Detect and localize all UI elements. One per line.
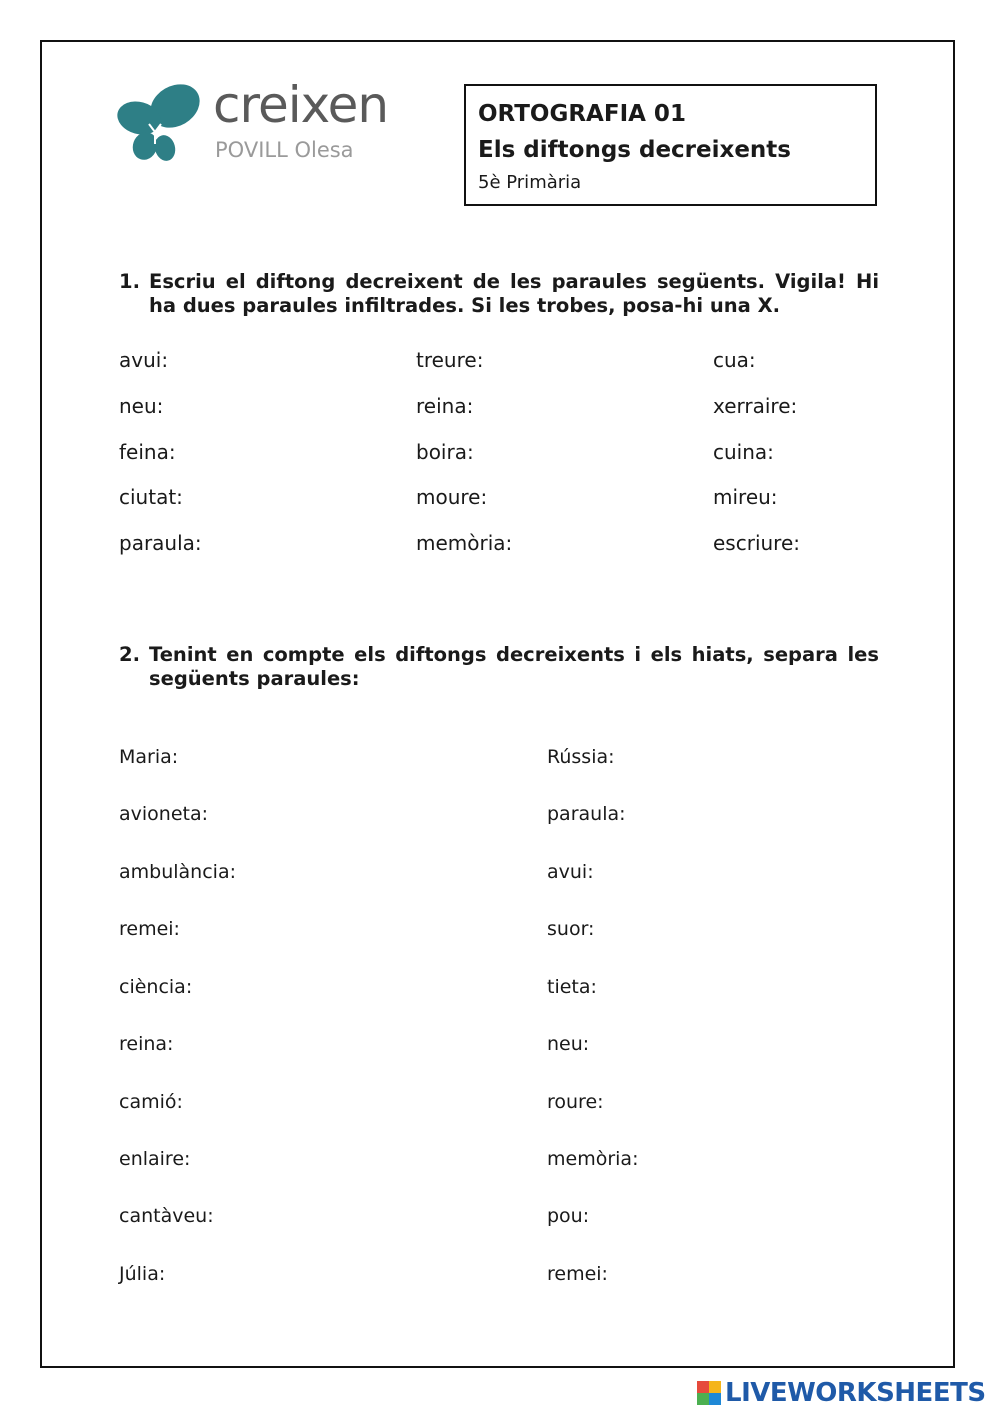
school-logo [115, 76, 405, 164]
ex2-word: cantàveu: [119, 1205, 214, 1227]
ex2-word: pou: [547, 1205, 590, 1227]
liveworksheets-watermark [697, 1378, 986, 1408]
ex1-word: neu: [119, 394, 164, 418]
exercise1-number: 1. [119, 270, 140, 293]
ex2-word: reina: [119, 1033, 174, 1055]
ex2-word: paraula: [547, 803, 626, 825]
ex2-word: neu: [547, 1033, 590, 1055]
logo-subtitle: POVILL Olesa [215, 138, 354, 162]
ex2-word: avui: [547, 861, 594, 883]
ex1-word: memòria: [416, 531, 513, 555]
ex2-word: tieta: [547, 976, 597, 998]
ex2-word: suor: [547, 918, 595, 940]
exercise2-number: 2. [119, 643, 140, 666]
ex1-word: boira: [416, 440, 474, 464]
ex2-word: ambulància: [119, 861, 236, 883]
worksheet-title: ORTOGRAFIA 01 [478, 101, 686, 127]
liveworksheets-brand-text: LIVEWORKSHEETS [725, 1378, 986, 1408]
ex1-word: treure: [416, 348, 484, 372]
ex2-word: enlaire: [119, 1148, 191, 1170]
ex2-word: Maria: [119, 746, 179, 768]
ex2-word: remei: [119, 918, 180, 940]
ex1-word: cuina: [713, 440, 774, 464]
title-box [464, 84, 877, 206]
logo-brand-text: creixen [213, 76, 389, 134]
ex1-word: xerraire: [713, 394, 798, 418]
ex2-word: roure: [547, 1091, 604, 1113]
ex1-word: moure: [416, 485, 488, 509]
ex1-word: ciutat: [119, 485, 183, 509]
ex1-word: feina: [119, 440, 176, 464]
ex2-word: ciència: [119, 976, 193, 998]
ex1-word: cua: [713, 348, 756, 372]
grade-level: 5è Primària [478, 172, 582, 193]
ex2-word: remei: [547, 1263, 608, 1285]
ex1-word: escriure: [713, 531, 801, 555]
worksheet-subtitle: Els diftongs decreixents [478, 137, 791, 163]
ex2-word: avioneta: [119, 803, 209, 825]
ex2-word: Rússia: [547, 746, 615, 768]
ex2-word: Júlia: [119, 1263, 166, 1285]
ex2-word: memòria: [547, 1148, 639, 1170]
ex2-word: camió: [119, 1091, 183, 1113]
exercise1-text: Escriu el diftong decreixent de les paraules següents. Vigila! Hi ha dues paraules infiltrades. Si les trobes, posa-hi una X. [149, 270, 879, 317]
ex1-word: paraula: [119, 531, 202, 555]
liveworksheets-logo-icon [697, 1381, 721, 1405]
butterfly-icon [115, 84, 210, 164]
ex1-word: reina: [416, 394, 474, 418]
ex1-word: mireu: [713, 485, 778, 509]
exercise2-text: Tenint en compte els diftongs decreixents i els hiats, separa les següents paraules: [149, 643, 879, 690]
ex1-word: avui: [119, 348, 169, 372]
exercise2-instruction [119, 643, 879, 691]
exercise1-instruction [119, 270, 879, 318]
